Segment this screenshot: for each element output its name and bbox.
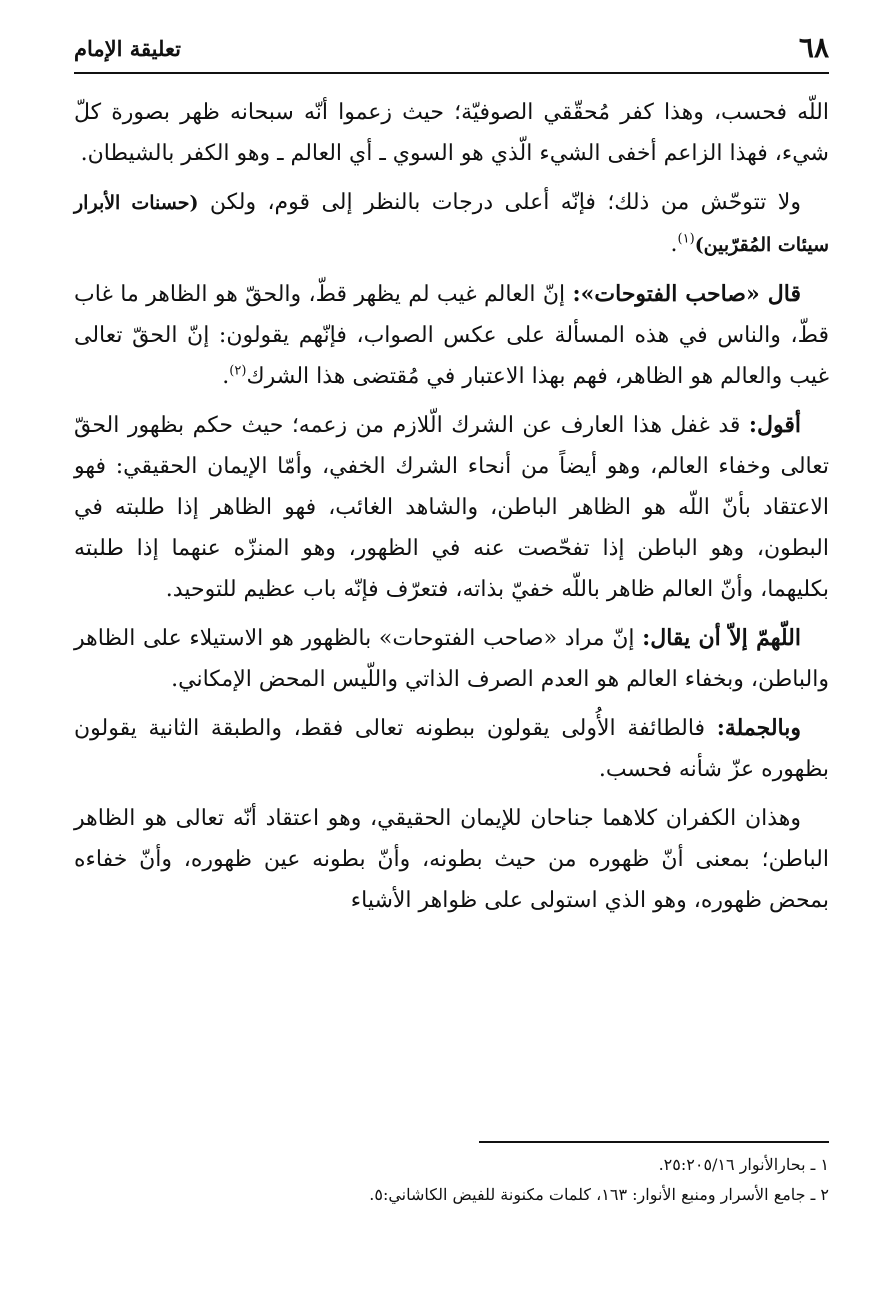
footnotes (74, 1150, 829, 1210)
paragraph-text: وهذان الكفران كلاهما جناحان للإيمان الحقيقي، وهو اعتقاد أنّه تعالى هو الظاهر الباطن؛ بمعنى أنّ ظهوره من حيث بطونه، وأنّ بطونه عين ظهوره، وأنّ خفاءه بمحض ظهوره، وهو الذي استولى على ظواهر الأشياء (74, 806, 829, 913)
running-title: تعليقة الإمام (74, 36, 181, 61)
paragraph-lead: قال «صاحب الفتوحات»: (572, 281, 801, 307)
paragraph-text: فالطائفة الأُولى يقولون ببطونه تعالى فقط، والطبقة الثانية يقولون بظهوره عزّ شأنه فحسب. (74, 716, 829, 782)
paragraph-text: إنّ العالم غيب لم يظهر قطّ، والحقّ هو الظاهر ما غاب قطّ، والناس في هذه المسألة على عكس الصواب، فإنّهم يقولون: إنّ الحقّ تعالى غيب والعالم هو الظاهر، فهم بهذا الاعتبار في مُقتضى هذا الشرك (74, 282, 829, 389)
paragraph-lead: وبالجملة: (716, 715, 801, 741)
paragraph-text: قد غفل هذا العارف عن الشرك الّلازم من زعمه؛ حيث حكم بظهور الحقّ تعالى وخفاء العالم، وهو أيضاً من أنحاء الشرك الخفي، وأمّا الإيمان الحقيقي: فهو الاعتقاد بأنّ اللّه هو الظاهر الباطن، والشاهد الغائب، فهو الظاهر إذا طلبته في البطون، وهو الباطن إذا تفحّصت عنه في الظهور، وهو المنزّه عنهما إذا طلبته بكليهما، وأنّ العالم ظاهر باللّه خفيّ بذاته، فتعرّف فإنّه باب عظيم للتوحيد. (74, 413, 829, 602)
paragraph-tail: . (670, 232, 678, 257)
footnote-1: ١ ـ بحارالأنوار ٢٥:٢٠٥/١٦. (658, 1155, 829, 1174)
footnote-2: ٢ ـ جامع الأسرار ومنبع الأنوار: ١٦٣، كلمات مكنونة للفيض الكاشاني:٥. (369, 1185, 829, 1204)
paragraph-4 (74, 405, 829, 610)
paragraph-text: اللّه فحسب، وهذا كفر مُحقّقي الصوفيّة؛ حيث زعموا أنّه سبحانه ظهر بصورة كلّ شيء، فهذا الزاعم أخفى الشيء الّذي هو السوي ـ أي العالم ـ وهو الكفر بالشيطان. (74, 100, 829, 166)
paragraph-tail: . (222, 364, 230, 389)
footnote-divider (479, 1141, 829, 1143)
page-number: ٦٨ (798, 31, 829, 64)
footnote-marker[interactable]: (١) (677, 231, 695, 247)
paragraph-1 (74, 92, 829, 174)
paragraph-lead: اللّهمّ إلاّ أن يقال: (642, 625, 801, 651)
paragraph-lead: أقول: (748, 412, 801, 438)
quoted-saying: (حسنات الأبرار سيئات المُقرّبين) (74, 192, 829, 256)
paragraph-3 (74, 274, 829, 397)
paragraph-7 (74, 798, 829, 921)
paragraph-5 (74, 618, 829, 700)
paragraph-text: ولا تتوحّش من ذلك؛ فإنّه أعلى درجات بالنظر إلى قوم، ولكن (209, 190, 801, 215)
paragraph-text: إنّ مراد «صاحب الفتوحات» بالظهور هو الاستيلاء على الظاهر والباطن، وبخفاء العالم هو العدم الصرف الذاتي واللّيس المحض الإمكاني. (74, 626, 829, 692)
page-header (74, 26, 829, 74)
main-text (74, 92, 829, 929)
paragraph-6 (74, 708, 829, 790)
footnote-marker[interactable]: (٢) (229, 363, 247, 379)
paragraph-2 (74, 182, 829, 266)
